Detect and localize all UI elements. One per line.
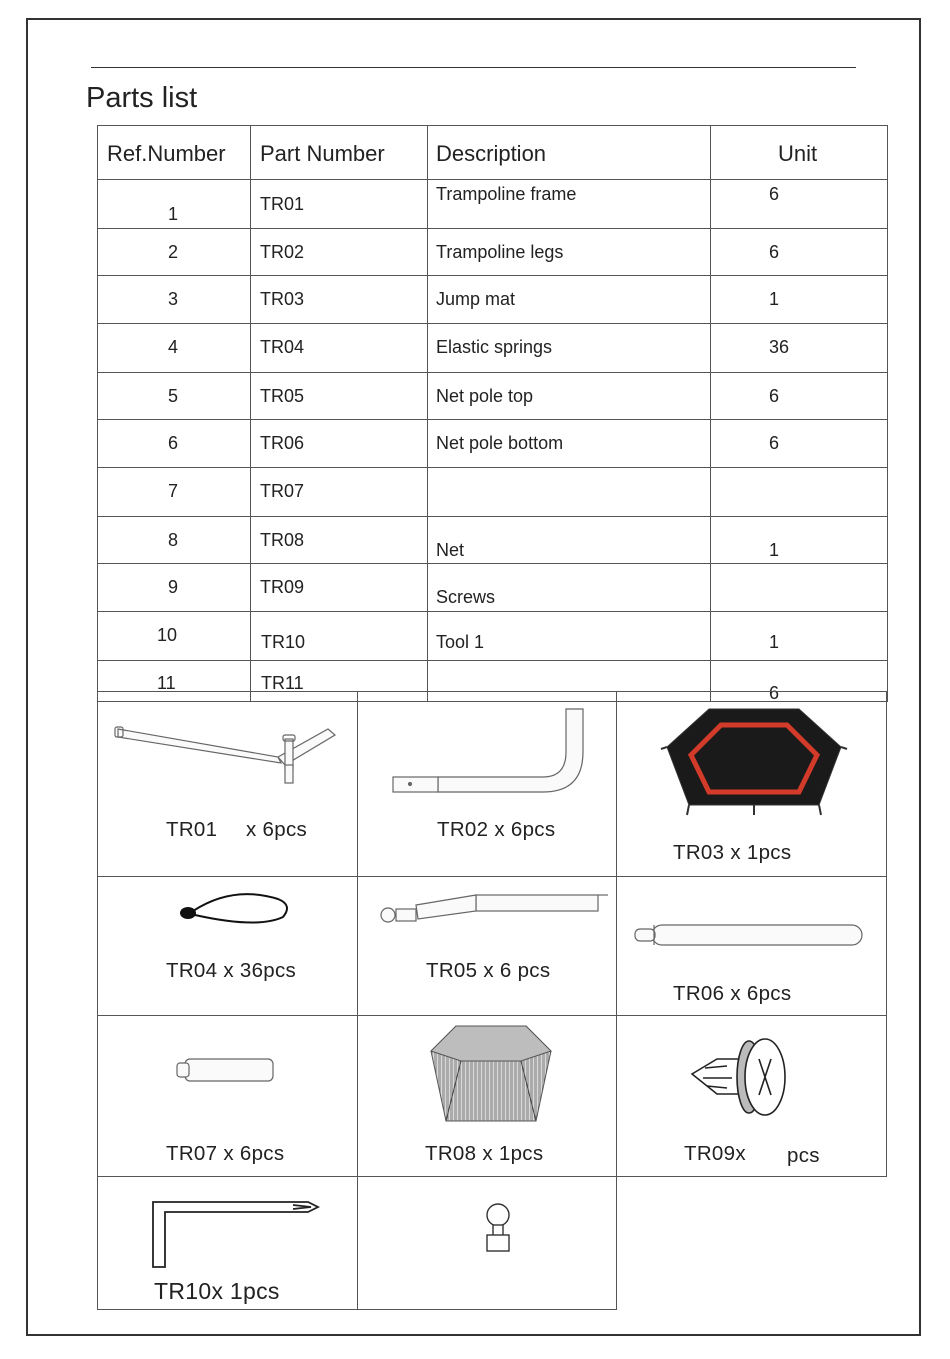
parts-illustration-grid bbox=[97, 691, 887, 1311]
illustration-tr03 bbox=[616, 691, 887, 877]
allen-key-icon bbox=[143, 1197, 323, 1272]
table-row bbox=[98, 420, 888, 468]
illustration-tr05 bbox=[357, 876, 617, 1016]
tr08-label: TR08 x 1pcs bbox=[425, 1142, 544, 1165]
table-row bbox=[98, 564, 888, 612]
header-description: Description bbox=[428, 126, 711, 180]
safety-net-icon bbox=[426, 1021, 556, 1131]
cell-part-number: TR04 bbox=[251, 324, 428, 373]
header-rule bbox=[91, 67, 856, 68]
cell-part-number: TR11 bbox=[251, 661, 428, 702]
illustration-tr06 bbox=[616, 876, 887, 1016]
tr05-label: TR05 x 6 pcs bbox=[426, 959, 551, 982]
cell-ref: 8 bbox=[98, 517, 251, 564]
illustration-tr07 bbox=[97, 1015, 358, 1177]
page-title: Parts list bbox=[86, 82, 198, 114]
table-row bbox=[98, 229, 888, 276]
cell-part-number: TR02 bbox=[251, 229, 428, 276]
jump-mat-icon bbox=[659, 697, 849, 827]
table-row bbox=[98, 468, 888, 517]
illustration-tr11 bbox=[357, 1176, 617, 1310]
elastic-spring-icon bbox=[173, 887, 303, 932]
cell-description: Trampoline frame bbox=[428, 180, 711, 229]
cell-ref: 2 bbox=[98, 229, 251, 276]
cell-part-number: TR08 bbox=[251, 517, 428, 564]
net-pole-bottom-icon bbox=[632, 917, 872, 957]
cell-unit: 1 bbox=[711, 517, 888, 564]
table-header-row bbox=[98, 126, 888, 180]
tr01-qty: x 6pcs bbox=[246, 818, 308, 841]
tr10-label: TR10x 1pcs bbox=[154, 1278, 280, 1304]
cell-unit: 6 bbox=[711, 373, 888, 420]
cell-part-number: TR07 bbox=[251, 468, 428, 517]
illustration-tr08 bbox=[357, 1015, 617, 1177]
cell-ref: 10 bbox=[98, 612, 251, 661]
table-row bbox=[98, 517, 888, 564]
cell-unit: 1 bbox=[711, 612, 888, 661]
cell-unit: 6 bbox=[711, 661, 888, 702]
net-pole-top-icon bbox=[376, 887, 611, 937]
cell-part-number: TR03 bbox=[251, 276, 428, 324]
table-row bbox=[98, 324, 888, 373]
tr07-label: TR07 x 6pcs bbox=[166, 1142, 285, 1165]
cell-part-number: TR06 bbox=[251, 420, 428, 468]
tr01-code: TR01 bbox=[166, 818, 218, 841]
cell-ref: 4 bbox=[98, 324, 251, 373]
header-unit: Unit bbox=[711, 126, 888, 180]
cell-description: Elastic springs bbox=[428, 324, 711, 373]
cell-part-number: TR10 bbox=[251, 612, 428, 661]
leg-tube-icon bbox=[388, 707, 588, 802]
header-part: Part Number bbox=[251, 126, 428, 180]
illustration-tr10 bbox=[97, 1176, 358, 1310]
cell-description: Net pole bottom bbox=[428, 420, 711, 468]
tr04-label: TR04 x 36pcs bbox=[166, 959, 297, 982]
cell-ref: 6 bbox=[98, 420, 251, 468]
illustration-tr04 bbox=[97, 876, 358, 1016]
cell-unit: 36 bbox=[711, 324, 888, 373]
cell-ref: 1 bbox=[98, 180, 251, 229]
cell-description: Tool 1 bbox=[428, 612, 711, 661]
pole-cap-icon bbox=[478, 1197, 518, 1257]
tr06-label: TR06 x 6pcs bbox=[673, 982, 792, 1005]
cell-description: Screws bbox=[428, 564, 711, 612]
cell-ref: 3 bbox=[98, 276, 251, 324]
tr03-label: TR03 x 1pcs bbox=[673, 841, 792, 864]
tr02-label: TR02 x 6pcs bbox=[437, 818, 556, 841]
frame-tube-icon bbox=[113, 717, 353, 817]
connector-tube-icon bbox=[173, 1051, 283, 1091]
table-row bbox=[98, 612, 888, 661]
screw-icon bbox=[687, 1034, 797, 1124]
cell-description: Jump mat bbox=[428, 276, 711, 324]
table-row bbox=[98, 180, 888, 229]
cell-ref: 11 bbox=[98, 661, 251, 702]
cell-unit: 6 bbox=[711, 229, 888, 276]
cell-unit: 6 bbox=[711, 180, 888, 229]
cell-unit bbox=[711, 468, 888, 517]
cell-unit: 1 bbox=[711, 276, 888, 324]
tr09-code: TR09x bbox=[684, 1142, 746, 1165]
cell-part-number: TR09 bbox=[251, 564, 428, 612]
tr09-qty: pcs bbox=[787, 1144, 820, 1167]
cell-description: Trampoline legs bbox=[428, 229, 711, 276]
cell-ref: 7 bbox=[98, 468, 251, 517]
cell-part-number: TR05 bbox=[251, 373, 428, 420]
cell-description: Net bbox=[428, 517, 711, 564]
table-row bbox=[98, 373, 888, 420]
table-row bbox=[98, 276, 888, 324]
cell-ref: 5 bbox=[98, 373, 251, 420]
cell-description bbox=[428, 468, 711, 517]
illustration-tr09 bbox=[616, 1015, 887, 1177]
illustration-tr02 bbox=[357, 691, 617, 877]
cell-part-number: TR01 bbox=[251, 180, 428, 229]
illustration-tr01 bbox=[97, 691, 358, 877]
cell-unit: 6 bbox=[711, 420, 888, 468]
header-ref: Ref.Number bbox=[98, 126, 251, 180]
cell-ref: 9 bbox=[98, 564, 251, 612]
cell-unit bbox=[711, 564, 888, 612]
cell-description: Net pole top bbox=[428, 373, 711, 420]
parts-table bbox=[97, 125, 888, 702]
